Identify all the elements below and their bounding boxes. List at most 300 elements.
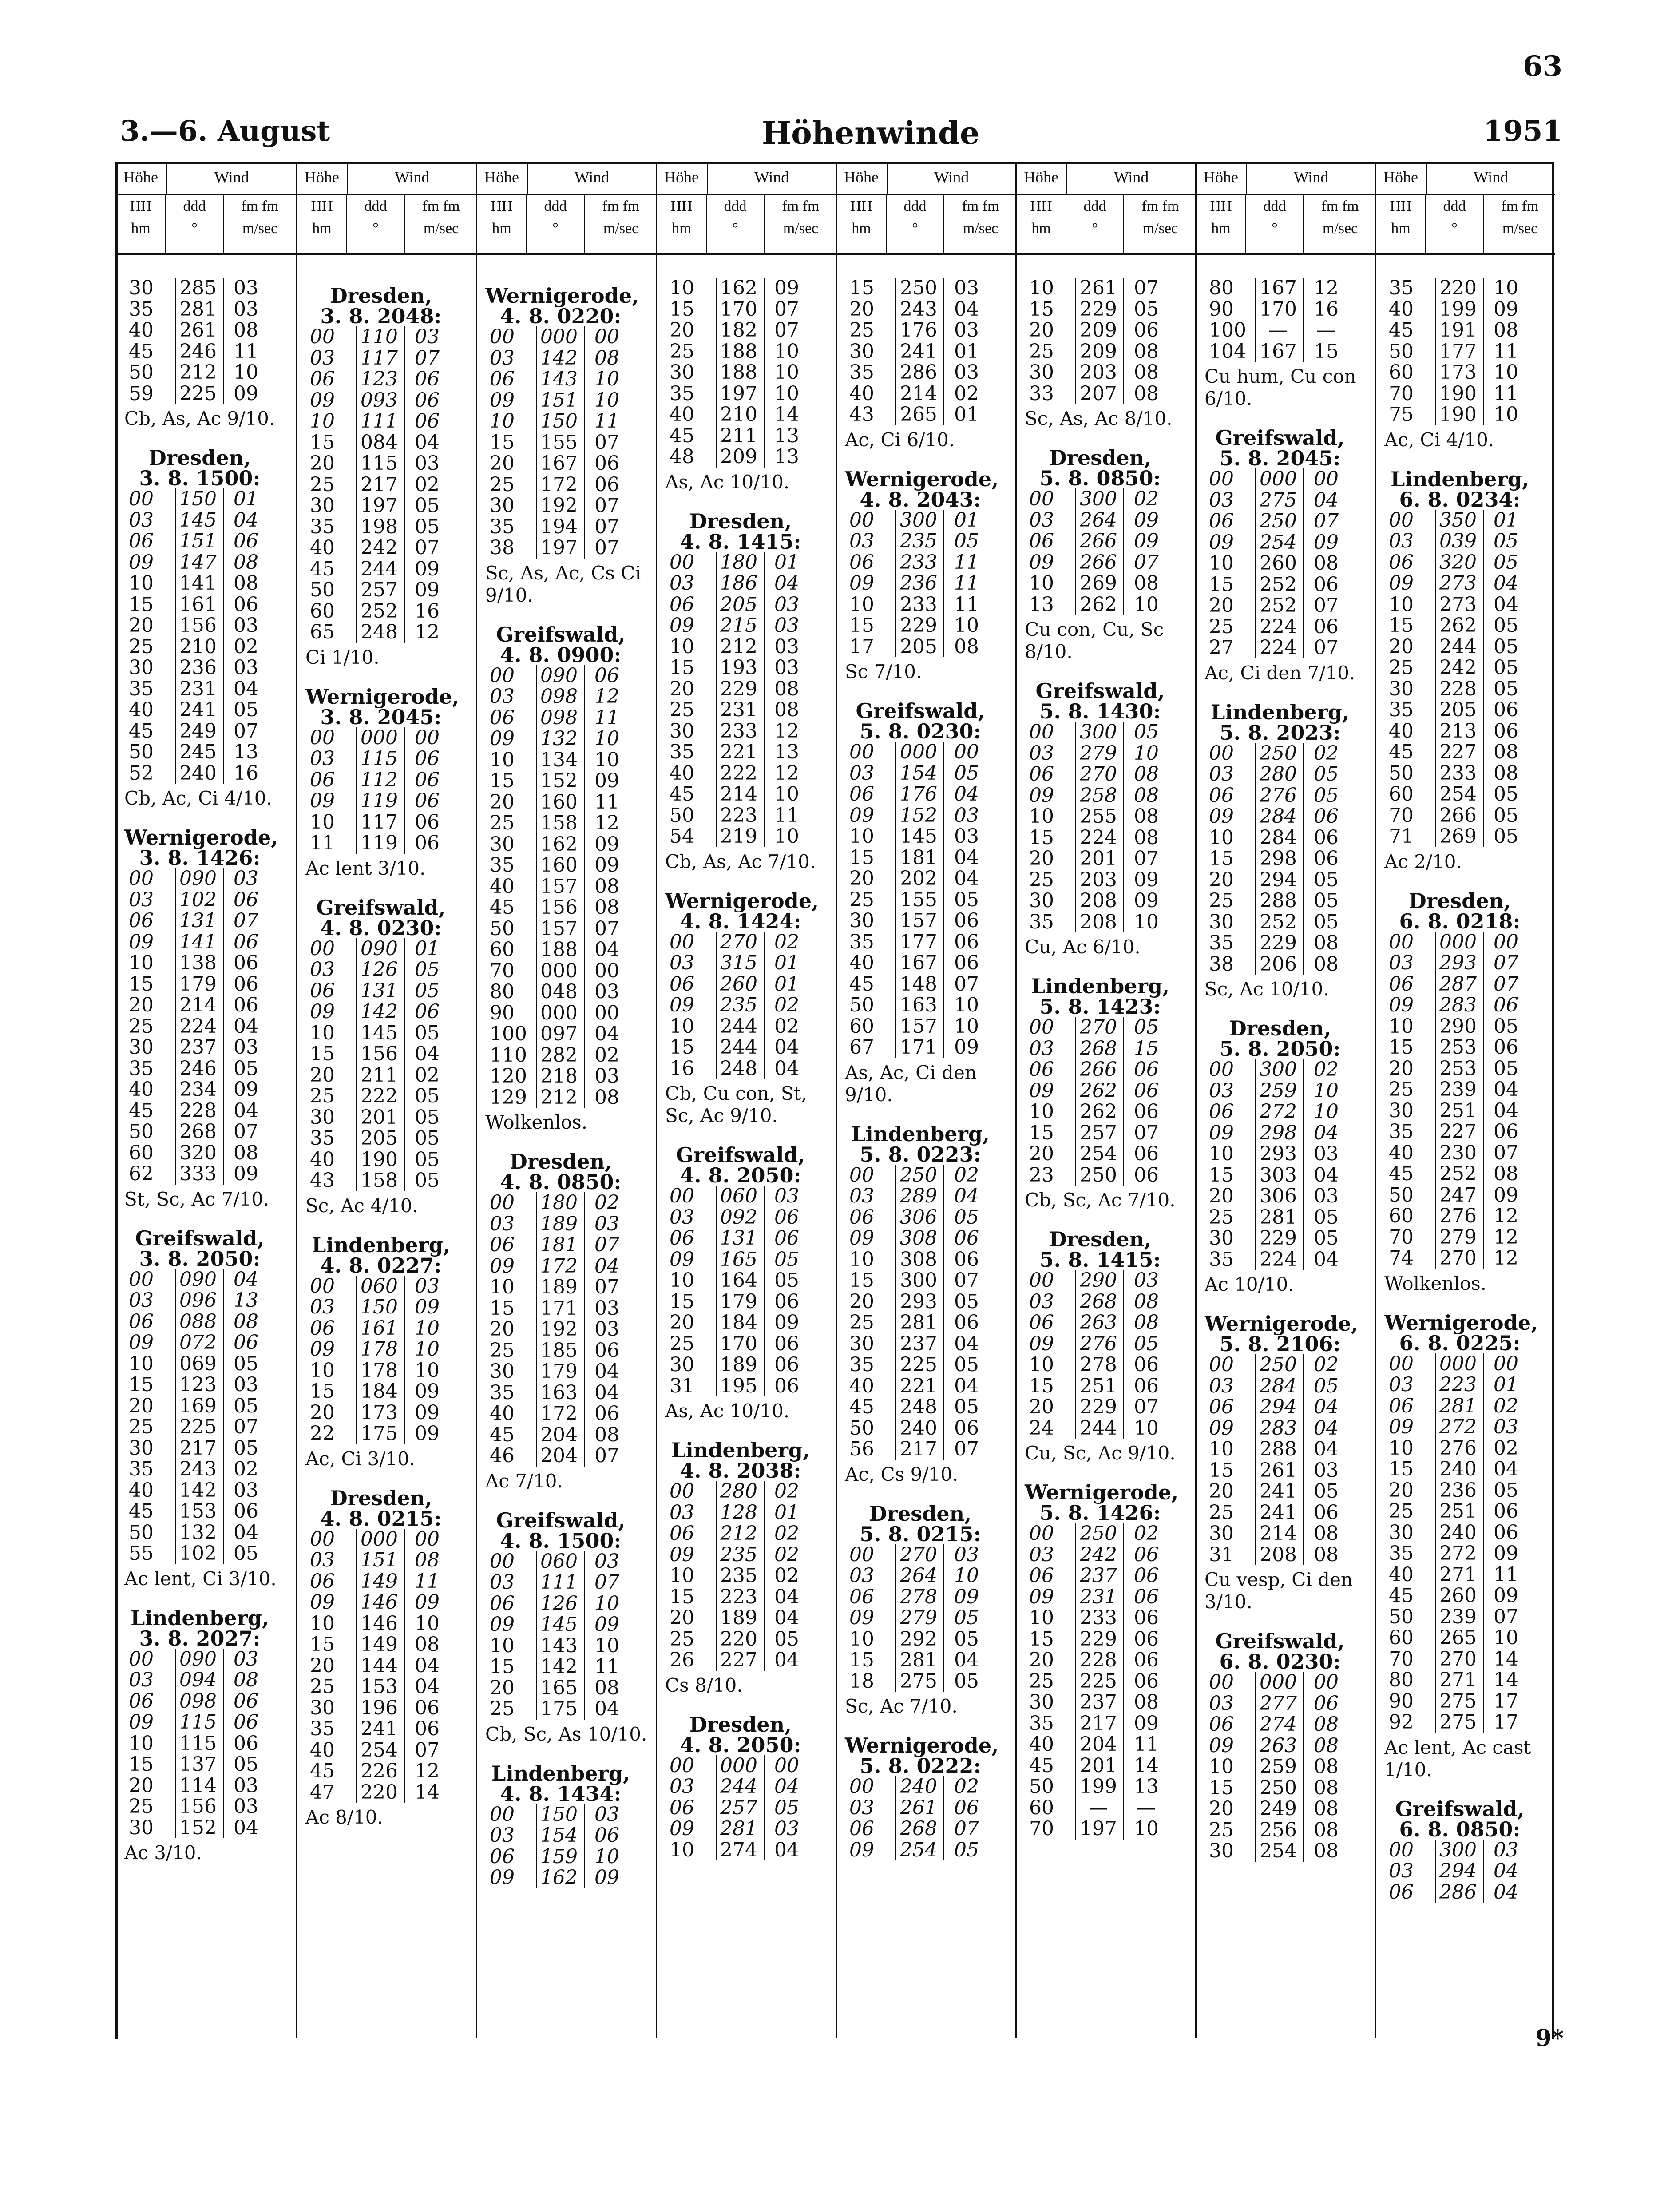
direction-cell: 180 — [716, 552, 761, 573]
table-row — [1017, 1586, 1195, 1608]
table-row — [1017, 1270, 1195, 1291]
height-cell: 25 — [1389, 656, 1414, 679]
speed-cell: 04 — [1483, 1459, 1528, 1480]
speed-cell: 06 — [1123, 1629, 1169, 1650]
speed-cell: 06 — [1303, 848, 1348, 869]
header-hh: HH — [1210, 198, 1232, 214]
speed-cell: 06 — [404, 769, 449, 791]
speed-cell: 02 — [1483, 1438, 1528, 1459]
speed-cell: 05 — [404, 980, 449, 1002]
height-cell: 45 — [129, 719, 154, 742]
direction-cell: 210 — [716, 404, 761, 425]
height-cell: 03 — [490, 1571, 515, 1594]
height-cell: 03 — [1029, 1543, 1054, 1566]
direction-cell: 201 — [1075, 1755, 1121, 1777]
speed-cell: 03 — [764, 657, 809, 678]
speed-cell: 05 — [1483, 552, 1528, 573]
speed-cell: 06 — [943, 952, 989, 974]
height-cell: 09 — [1209, 531, 1234, 554]
header-fmfm: fm fm — [782, 198, 820, 214]
height-cell: 20 — [849, 1290, 874, 1313]
height-cell: 35 — [129, 1458, 154, 1480]
station-heading — [116, 448, 296, 488]
direction-cell: 243 — [175, 1459, 220, 1480]
header-hohe: Höhe — [844, 168, 879, 186]
direction-cell: 188 — [536, 939, 581, 960]
cloud-note: Ac, Ci 4/10. — [1384, 428, 1494, 451]
height-cell: 03 — [1029, 742, 1054, 765]
table-row — [116, 636, 296, 658]
table-row — [657, 1249, 836, 1270]
speed-cell: 13 — [764, 425, 809, 447]
speed-cell: 08 — [584, 1677, 629, 1699]
direction-cell: 292 — [895, 1629, 941, 1650]
table-row — [477, 537, 656, 559]
speed-cell: 04 — [1303, 1249, 1348, 1270]
speed-cell: 06 — [584, 665, 629, 686]
height-cell: 09 — [1029, 1079, 1054, 1102]
speed-cell: 05 — [943, 1607, 989, 1629]
header-msec: m/sec — [783, 220, 819, 237]
speed-cell: 09 — [584, 1614, 629, 1635]
table-row — [477, 1361, 656, 1382]
station-name: Greifswald, — [1215, 426, 1345, 450]
direction-cell: 254 — [1075, 1143, 1121, 1165]
table-row — [1197, 1693, 1375, 1714]
direction-cell: 060 — [716, 1186, 761, 1207]
height-cell: 25 — [490, 812, 515, 834]
direction-cell: 165 — [716, 1249, 761, 1270]
direction-cell: 234 — [175, 1079, 220, 1100]
height-cell: 25 — [1029, 868, 1054, 891]
speed-cell: 05 — [1303, 1481, 1348, 1502]
speed-cell: 06 — [1123, 1354, 1169, 1376]
direction-cell: 244 — [716, 1776, 761, 1797]
height-cell: 30 — [310, 1696, 335, 1719]
direction-cell: 315 — [716, 952, 761, 974]
speed-cell: 09 — [1123, 1713, 1169, 1734]
direction-cell: 279 — [1435, 1227, 1480, 1248]
speed-cell: 05 — [404, 1170, 449, 1191]
speed-cell: 03 — [223, 1649, 268, 1670]
height-cell: 00 — [1209, 1671, 1234, 1693]
table-row — [1017, 827, 1195, 849]
direction-cell: 294 — [1255, 1396, 1300, 1418]
table-row — [837, 362, 1015, 383]
column-header — [1017, 164, 1195, 255]
direction-cell: 196 — [356, 1697, 401, 1719]
direction-cell: 300 — [1435, 1840, 1480, 1861]
direction-cell: 150 — [536, 1804, 581, 1825]
height-cell: 25 — [1209, 1818, 1234, 1841]
height-cell: 45 — [1389, 1162, 1414, 1185]
speed-cell: 13 — [223, 742, 268, 763]
station-heading — [1017, 448, 1195, 488]
speed-cell: 10 — [943, 615, 989, 636]
table-row — [837, 1840, 1015, 1861]
speed-cell: 05 — [404, 1086, 449, 1107]
speed-cell: 13 — [764, 446, 809, 468]
speed-cell: 05 — [1123, 722, 1169, 743]
speed-cell: 11 — [1483, 341, 1528, 362]
direction-cell: 181 — [895, 847, 941, 868]
header-date-range: 3.—6. August — [120, 115, 330, 148]
height-cell: 38 — [490, 536, 515, 559]
speed-cell: 08 — [1303, 1840, 1348, 1862]
header-ddd: ddd — [1083, 198, 1106, 214]
direction-cell: 190 — [1435, 383, 1480, 404]
height-cell: 25 — [670, 340, 694, 363]
direction-cell: 090 — [175, 1269, 220, 1290]
station-datetime: 5. 8. 2106: — [1219, 1332, 1341, 1356]
speed-cell: 10 — [1303, 1080, 1348, 1102]
speed-cell: 08 — [1483, 320, 1528, 341]
table-row — [1197, 1165, 1375, 1186]
table-column — [1195, 164, 1375, 2038]
station-heading — [1197, 1018, 1375, 1059]
direction-cell: 241 — [1255, 1481, 1300, 1502]
height-cell: 06 — [1209, 784, 1234, 807]
height-cell: 03 — [670, 1206, 694, 1229]
direction-cell: 161 — [356, 1318, 401, 1339]
table-row — [477, 1003, 656, 1024]
table-row — [477, 1867, 656, 1888]
speed-cell: 08 — [1303, 1714, 1348, 1735]
height-cell: 30 — [129, 1036, 154, 1059]
height-cell: 25 — [1029, 340, 1054, 363]
height-cell: 03 — [490, 346, 515, 369]
header-wind: Wind — [1246, 164, 1375, 194]
height-cell: 09 — [129, 930, 154, 953]
speed-cell: 06 — [1123, 1671, 1169, 1692]
direction-cell: 282 — [536, 1045, 581, 1066]
direction-cell: 199 — [1435, 299, 1480, 320]
station-name: Lindenberg, — [312, 1233, 450, 1257]
height-cell: 06 — [1029, 763, 1054, 785]
direction-cell: 254 — [1255, 1840, 1300, 1862]
height-cell: 03 — [1389, 1373, 1414, 1396]
speed-cell: 08 — [584, 876, 629, 897]
table-row — [477, 390, 656, 411]
height-cell: 70 — [1389, 382, 1414, 405]
table-row — [657, 1607, 836, 1629]
height-cell: 06 — [1389, 972, 1414, 995]
height-cell: 03 — [1209, 1374, 1234, 1397]
direction-cell: 217 — [175, 1438, 220, 1459]
speed-cell: 08 — [764, 699, 809, 721]
height-cell: 30 — [1209, 1840, 1234, 1862]
height-cell: 03 — [490, 685, 515, 708]
direction-cell: 111 — [536, 1572, 581, 1593]
cloud-note: St, Sc, Ac 7/10. — [124, 1188, 269, 1210]
speed-cell: 06 — [764, 1354, 809, 1376]
height-cell: 13 — [1029, 593, 1054, 616]
direction-cell: 172 — [536, 474, 581, 496]
table-row — [1376, 1501, 1555, 1522]
height-cell: 15 — [1209, 573, 1234, 596]
table-row — [477, 960, 656, 982]
header-degree: ° — [1092, 220, 1098, 237]
table-row — [1376, 1649, 1555, 1670]
direction-cell: 272 — [1435, 1543, 1480, 1564]
header-wind: Wind — [527, 164, 656, 194]
speed-cell: 09 — [1483, 1585, 1528, 1606]
speed-cell: 06 — [223, 974, 268, 995]
table-row — [657, 636, 836, 658]
speed-cell: 07 — [943, 1439, 989, 1460]
table-row — [1017, 552, 1195, 573]
speed-cell: 09 — [404, 1402, 449, 1424]
speed-cell: 04 — [584, 1361, 629, 1382]
direction-cell: 236 — [1435, 1480, 1480, 1501]
table-row — [116, 1754, 296, 1775]
height-cell: 35 — [849, 930, 874, 953]
table-row — [1017, 869, 1195, 891]
height-cell: 06 — [310, 1570, 335, 1593]
height-cell: 24 — [1029, 1416, 1054, 1440]
table-row — [1017, 848, 1195, 869]
speed-cell: 05 — [1123, 299, 1169, 320]
height-cell: 50 — [129, 361, 154, 384]
table-row — [477, 897, 656, 918]
table-row — [477, 453, 656, 474]
table-row — [116, 1353, 296, 1375]
station-name: Wernigerode, — [124, 825, 278, 849]
speed-cell: 10 — [584, 1846, 629, 1868]
height-cell: 35 — [1389, 1120, 1414, 1143]
table-row — [1376, 320, 1555, 341]
direction-cell: 268 — [175, 1121, 220, 1142]
direction-cell: 191 — [1435, 320, 1480, 341]
table-row — [297, 1381, 476, 1402]
table-row — [1197, 1820, 1375, 1841]
table-row — [1376, 1227, 1555, 1248]
direction-cell: 244 — [1075, 1418, 1121, 1439]
direction-cell: 220 — [716, 1629, 761, 1650]
direction-cell: 220 — [356, 1782, 401, 1803]
direction-cell: 094 — [175, 1670, 220, 1691]
station-datetime: 5. 8. 2050: — [1219, 1037, 1341, 1061]
direction-cell: 159 — [536, 1846, 581, 1868]
speed-cell: 03 — [223, 1374, 268, 1396]
speed-cell: 07 — [584, 1277, 629, 1298]
station-datetime: 4. 8. 2038: — [680, 1459, 801, 1483]
speed-cell: 04 — [764, 573, 809, 594]
speed-cell: 06 — [1483, 1501, 1528, 1522]
height-cell: 09 — [310, 1591, 335, 1614]
table-row — [116, 699, 296, 721]
direction-cell: 201 — [356, 1107, 401, 1128]
direction-cell: 145 — [895, 826, 941, 847]
table-row — [657, 974, 836, 995]
height-cell: 38 — [1209, 952, 1234, 976]
direction-cell: 110 — [356, 326, 401, 348]
header-title: Höhenwinde — [762, 115, 980, 151]
height-cell: 09 — [310, 389, 335, 412]
table-row — [1017, 1143, 1195, 1165]
direction-cell: 280 — [1255, 764, 1300, 785]
height-cell: 40 — [849, 1374, 874, 1397]
speed-cell: 06 — [1123, 1143, 1169, 1165]
header-hh: HH — [1390, 198, 1412, 214]
direction-cell: 208 — [1255, 1544, 1300, 1566]
column-header — [1197, 164, 1375, 255]
table-row — [1197, 1228, 1375, 1249]
table-row — [297, 1023, 476, 1044]
direction-cell: 259 — [1255, 1080, 1300, 1102]
table-row — [1376, 1882, 1555, 1903]
speed-cell: 10 — [1303, 1101, 1348, 1122]
direction-cell: 266 — [1435, 805, 1480, 826]
table-row — [1017, 743, 1195, 764]
table-row — [1197, 848, 1375, 869]
speed-cell: 03 — [404, 1276, 449, 1297]
table-row — [297, 390, 476, 411]
direction-cell: 263 — [1075, 1312, 1121, 1333]
height-cell: 03 — [1029, 1290, 1054, 1313]
table-row — [1376, 1206, 1555, 1227]
speed-cell: 03 — [1303, 1143, 1348, 1165]
height-cell: 06 — [1389, 1880, 1414, 1903]
direction-cell: 142 — [175, 1480, 220, 1501]
direction-cell: 176 — [895, 784, 941, 805]
height-cell: 20 — [1029, 1396, 1054, 1418]
table-row — [837, 552, 1015, 573]
speed-cell: 03 — [764, 594, 809, 615]
station-datetime: 4. 8. 1500: — [500, 1528, 622, 1553]
table-row — [1197, 320, 1375, 341]
direction-cell: 102 — [175, 1543, 220, 1564]
direction-cell: 212 — [175, 362, 220, 383]
speed-cell: 05 — [1303, 1207, 1348, 1228]
direction-cell: 229 — [895, 615, 941, 636]
direction-cell: 249 — [175, 721, 220, 742]
table-row — [657, 1228, 836, 1249]
height-cell: 06 — [490, 1592, 515, 1615]
column-body — [657, 278, 836, 1865]
height-cell: 40 — [849, 952, 874, 974]
column-header — [477, 164, 656, 255]
table-row — [657, 1186, 836, 1207]
direction-cell: 252 — [1255, 595, 1300, 616]
table-column — [116, 164, 296, 2038]
table-row — [477, 665, 656, 686]
height-cell: 40 — [849, 382, 874, 405]
station-datetime: 5. 8. 0215: — [860, 1522, 981, 1546]
speed-cell: 06 — [1123, 1059, 1169, 1080]
station-name: Wernigerode, — [845, 1733, 999, 1757]
speed-cell: 03 — [223, 657, 268, 678]
table-row — [477, 792, 656, 813]
table-row — [837, 594, 1015, 615]
speed-cell: 05 — [1303, 1376, 1348, 1397]
direction-cell: 060 — [356, 1276, 401, 1297]
table-row — [1376, 826, 1555, 847]
height-cell: 06 — [1029, 530, 1054, 552]
table-row — [837, 1396, 1015, 1418]
table-row — [837, 1818, 1015, 1840]
direction-cell: 222 — [356, 1086, 401, 1107]
height-cell: 00 — [670, 1754, 694, 1777]
table-row — [837, 1607, 1015, 1629]
height-cell: 00 — [490, 1803, 515, 1826]
table-row — [1376, 974, 1555, 995]
table-row — [837, 1650, 1015, 1671]
table-row — [477, 1319, 656, 1340]
direction-cell: 098 — [536, 707, 581, 729]
height-cell: 06 — [129, 909, 154, 932]
table-row — [1376, 1185, 1555, 1206]
direction-cell: 210 — [175, 636, 220, 658]
height-cell: 09 — [670, 1543, 694, 1566]
column-body — [1017, 278, 1195, 1844]
direction-cell: 274 — [1255, 1714, 1300, 1735]
direction-cell: 227 — [716, 1650, 761, 1671]
speed-cell: 06 — [223, 1691, 268, 1712]
direction-cell: 289 — [895, 1186, 941, 1207]
height-cell: 50 — [1389, 1605, 1414, 1628]
height-cell: 20 — [670, 1311, 694, 1334]
direction-cell: 241 — [895, 341, 941, 362]
direction-cell: 250 — [895, 1165, 941, 1186]
direction-cell: 286 — [1435, 1882, 1480, 1903]
header-fmfm: fm fm — [962, 198, 999, 214]
direction-cell: 204 — [536, 1445, 581, 1467]
height-cell: 06 — [1029, 1058, 1054, 1081]
table-row — [1197, 1376, 1375, 1397]
speed-cell: 02 — [764, 1544, 809, 1566]
speed-cell: 06 — [764, 1291, 809, 1313]
table-row — [837, 1544, 1015, 1566]
speed-cell: 07 — [1483, 1142, 1528, 1164]
direction-cell: 250 — [1075, 1523, 1121, 1544]
speed-cell: 05 — [1123, 1017, 1169, 1038]
direction-cell: 229 — [1255, 932, 1300, 954]
direction-cell: 261 — [1075, 278, 1121, 299]
direction-cell: 286 — [895, 362, 941, 383]
direction-cell: 155 — [536, 432, 581, 453]
station-heading — [116, 827, 296, 868]
table-row — [297, 1318, 476, 1339]
table-row — [297, 1128, 476, 1149]
header-hm: hm — [312, 220, 332, 237]
speed-cell: 04 — [223, 1817, 268, 1839]
speed-cell: 05 — [223, 1353, 268, 1375]
station-datetime: 6. 8. 0230: — [1219, 1650, 1341, 1673]
station-name: Dresden, — [1049, 1227, 1152, 1251]
table-row — [1197, 869, 1375, 891]
station-name: Lindenberg, — [1211, 700, 1349, 724]
speed-cell: 09 — [223, 383, 268, 404]
speed-cell: 08 — [404, 1550, 449, 1571]
speed-cell: 04 — [764, 1776, 809, 1797]
height-cell: 15 — [1029, 1374, 1054, 1397]
table-row — [1017, 320, 1195, 341]
height-cell: 06 — [849, 1817, 874, 1840]
height-cell: 25 — [1389, 1500, 1414, 1523]
station-name: Dresden, — [689, 1712, 792, 1737]
table-row — [297, 1170, 476, 1191]
direction-cell: 241 — [175, 699, 220, 721]
height-cell: 10 — [849, 593, 874, 616]
speed-cell: 14 — [404, 1782, 449, 1803]
height-cell: 30 — [670, 719, 694, 742]
table-row — [1197, 637, 1375, 658]
direction-cell: 265 — [1435, 1627, 1480, 1649]
direction-cell: 084 — [356, 432, 401, 453]
direction-cell: 225 — [175, 383, 220, 404]
table-row — [837, 1165, 1015, 1186]
